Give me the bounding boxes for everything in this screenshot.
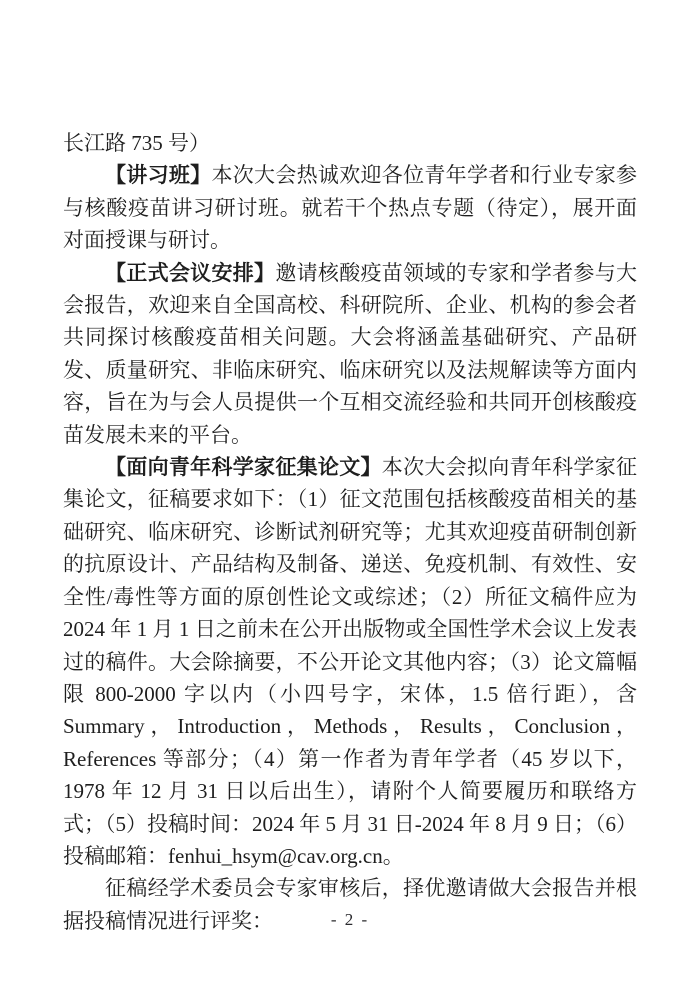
call-for-papers-text-end: 。 xyxy=(382,843,404,868)
paragraph-review-note: 征稿经学术委员会专家审核后，择优邀请做大会报告并根据投稿情况进行评奖： xyxy=(63,876,637,933)
workshop-text: 本次大会热诚欢迎各位青年学者和行业专家参与核酸疫苗讲习研讨班。就若干个热点专题（待定），展开面对面授课与研讨。 xyxy=(63,163,638,253)
document-body xyxy=(63,127,637,937)
formal-agenda-text: 邀请核酸疫苗领域的专家和学者参与大会报告，欢迎来自全国高校、科研院所、企业、机构的参会者共同探讨核酸疫苗相关问题。大会将涵盖基础研究、产品研发、质量研究、非临床研究、临床研究以及法规解读等方面内容，旨在为与会人员提供一个互相交流经验和共同开创核酸疫苗发展未来的平台。 xyxy=(63,260,638,447)
section-label-formal-agenda: 【正式会议安排】 xyxy=(105,260,276,285)
paragraph-address-continuation: 长江路 735 号） xyxy=(63,131,210,155)
paragraph-workshop xyxy=(63,159,637,256)
paragraph-formal-agenda xyxy=(63,257,637,451)
section-label-workshop: 【讲习班】 xyxy=(105,163,212,188)
email-address: fenhui_hsym@cav.org.cn xyxy=(168,843,383,868)
paragraph-call-for-papers xyxy=(63,451,637,872)
page-number: - 2 - xyxy=(330,910,370,929)
call-for-papers-text: 本次大会拟向青年科学家征集论文，征稿要求如下：（1）征文范围包括核酸疫苗相关的基础研究、临床研究、诊断试剂研究等；尤其欢迎疫苗研制创新的抗原设计、产品结构及制备、递送、免疫机制、有效性、安全性/毒性等方面的原创性论文或综述；（2）所征文稿件应为 2024 年 1 月 1 日之前未在公开出版物或全国性学术会议上发表过的稿件。大会除摘要，不公开论文其他内容；（3）论文篇幅限 800-2000 字以内（小四号字，宋体，1.5 倍行距），含 Summary，Introduction，Methods，Results，Conclusion，References 等部分；（4）第一作者为青年学者（45 岁以下，1978 年 12 月 31 日以后出生），请附个人简要履历和联络方式；（5）投稿时间：2024 年 5 月 31 日-2024 年 8 月 9 日；（6）投稿邮箱： xyxy=(63,455,638,868)
section-label-call-for-papers: 【面向青年科学家征集论文】 xyxy=(105,455,382,480)
